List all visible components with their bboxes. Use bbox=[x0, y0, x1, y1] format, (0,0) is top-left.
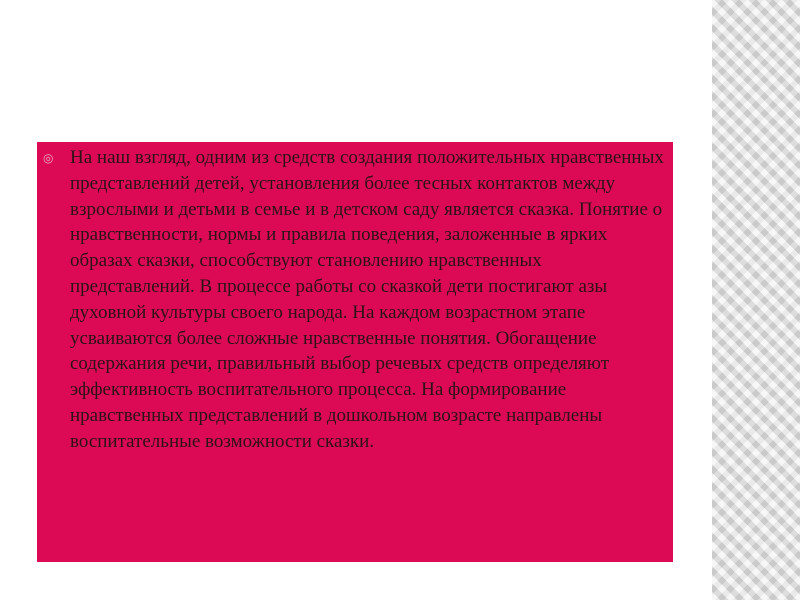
decorative-side-pattern bbox=[712, 0, 800, 600]
slide-body-text: На наш взгляд, одним из средств создания положительных нравственных представлений детей, установления более тесных контактов между взрослыми и детьми в семье и в детском саду является сказка. Понятие о нравственности, нормы и правила поведения, заложенные в ярких образах сказки, способствуют становлению нравственных представлений. В процессе работы со сказкой дети постигают азы духовной культуры своего народа. На каждом возрастном этапе усваиваются более сложные нравственные понятия. Обогащение содержания речи, правильный выбор речевых средств определяют эффективность воспитательного процесса. На формирование нравственных представлений в дошкольном возрасте направлены воспитательные возможности сказки. bbox=[70, 147, 664, 452]
bullet-icon: ◎ bbox=[43, 151, 54, 165]
